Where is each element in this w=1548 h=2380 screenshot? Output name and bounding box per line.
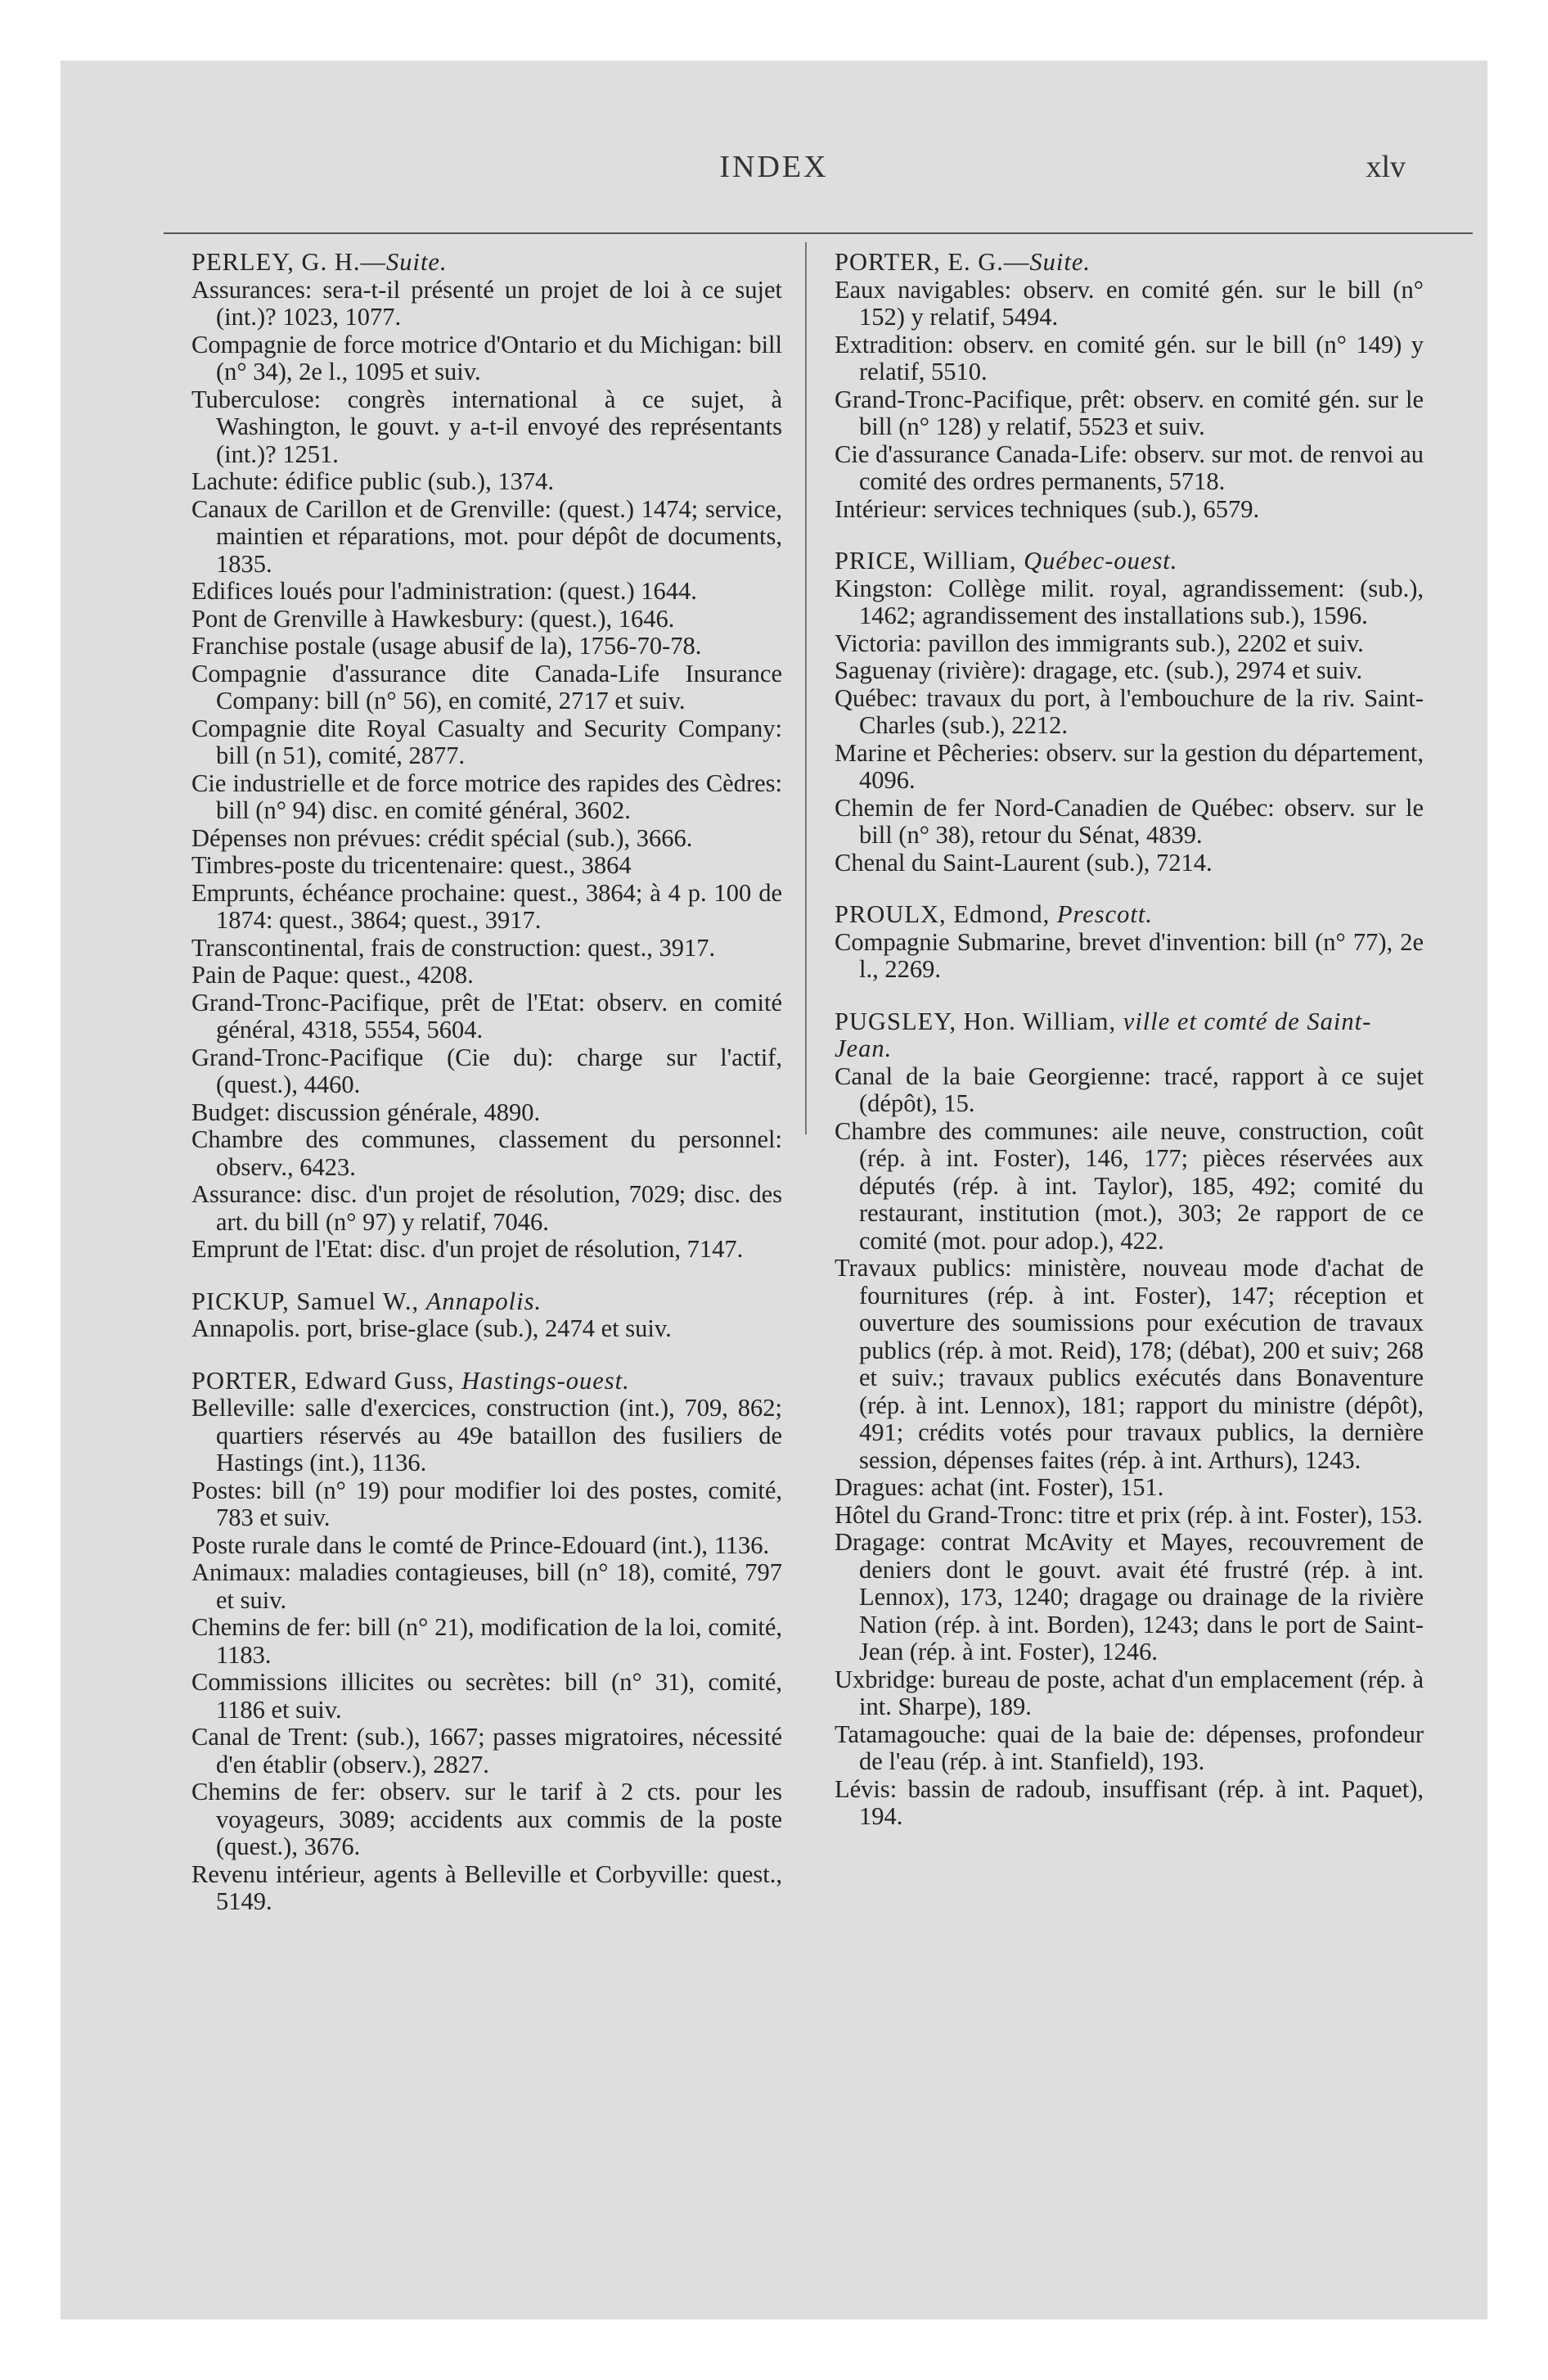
index-subentry: Intérieur: services techniques (sub.), 6579. (835, 494, 1260, 523)
member-name: PICKUP, Samuel W., (191, 1287, 426, 1315)
index-subentry: Animaux: maladies contagieuses, bill (n° 18), comité, 797 et suiv. (191, 1558, 782, 1614)
index-subentry: Eaux navigables: observ. en comité gén. sur le bill (n° 152) y relatif, 5494. (835, 275, 1424, 331)
index-subentry: Saguenay (rivière): dragage, etc. (sub.), 2974 et suiv. (835, 656, 1363, 684)
member-name: PRICE, William, (835, 547, 1024, 575)
index-subentry: Compagnie dite Royal Casualty and Security Company: bill (n 51), comité, 2877. (191, 714, 782, 769)
index-subentry: Cie d'assurance Canada-Life: observ. sur mot. de renvoi au comité des ordres permanents, 5718. (835, 439, 1424, 495)
index-subentry: Postes: bill (n° 19) pour modifier loi des postes, comité, 783 et suiv. (191, 1476, 782, 1531)
column-divider (805, 242, 807, 1134)
index-subentry: Chemin de fer Nord-Canadien de Québec: observ. sur le bill (n° 38), retour du Sénat, 4839. (835, 793, 1424, 849)
index-subentry: Compagnie d'assurance dite Canada-Life Insurance Company: bill (n° 56), en comité, 2717 et suiv. (191, 659, 782, 714)
member-riding: Suite. (385, 248, 448, 276)
index-entry (835, 901, 1424, 984)
index-subentry: Marine et Pêcheries: observ. sur la gestion du département, 4096. (835, 738, 1424, 794)
entry-heading (835, 548, 1424, 575)
page-header (61, 149, 1487, 198)
index-subentry: Cie industrielle et de force motrice des rapides des Cèdres: bill (n° 94) disc. en comité général, 3602. (191, 769, 782, 824)
member-riding: Québec-ouest. (1024, 547, 1178, 575)
header-rule (164, 232, 1473, 234)
member-riding: Annapolis. (425, 1287, 542, 1315)
index-entry (835, 548, 1424, 877)
index-subentry: Franchise postale (usage abusif de la), 1756-70-78. (191, 632, 702, 660)
member-name: PROULX, Edmond, (835, 900, 1057, 928)
index-subentry: Pont de Grenville à Hawkesbury: (quest.), 1646. (191, 604, 675, 633)
member-riding: Prescott. (1056, 900, 1154, 928)
index-entry (191, 1368, 782, 1916)
member-riding: Suite. (1029, 248, 1091, 276)
index-subentry: Assurances: sera-t-il présenté un projet de loi à ce sujet (int.)? 1023, 1077. (191, 275, 782, 331)
index-subentry: Chambre des communes: aile neuve, construction, coût (rép. à int. Foster), 146, 177; pièces réservées aux députés (rép. à int. Taylor), 185, 492; comité du restaurant, institution (mot.), 303; 2e rapport de ce comité (mot. pour adop.), 422. (835, 1116, 1424, 1255)
member-riding: Hastings-ouest. (461, 1366, 630, 1395)
index-subentry: Québec: travaux du port, à l'embouchure de la riv. Saint-Charles (sub.), 2212. (835, 683, 1424, 739)
index-subentry: Kingston: Collège milit. royal, agrandissement: (sub.), 1462; agrandissement des installations sub.), 1596. (835, 574, 1424, 629)
index-subentry: Canal de la baie Georgienne: tracé, rapport à ce sujet (dépôt), 15. (835, 1062, 1424, 1117)
index-subentry: Tatamagouche: quai de la baie de: dépenses, profondeur de l'eau (rép. à int. Stanfield), 193. (835, 1720, 1424, 1775)
index-subentry: Travaux publics: ministère, nouveau mode d'achat de fournitures (rép. à int. Foster), 147; réception et ouverture des soumissions pour exécution de travaux publics (rép. à mot. Reid), 178; (débat), 200 et suiv; 268 et suiv.; travaux publics exécutés dans Bonaventure (rép. à int. Lennox), 181; rapport du ministre (dépôt), 491; crédits votés pour travaux publics, la dernière session, dépenses faites (rép. à int. Arthurs), 1243. (835, 1254, 1424, 1474)
index-subentry: Compagnie de force motrice d'Ontario et du Michigan: bill (n° 34), 2e l., 1095 et suiv. (191, 330, 782, 385)
member-name: PUGSLEY, Hon. William, (835, 1007, 1123, 1035)
index-subentry: Dragage: contrat McAvity et Mayes, recouvrement de deniers dont le gouvt. avait été frustré (rép. à int. Lennox), 173, 1240; dragage ou drainage de la rivière Nation (rép. à int. Borden), 1243; dans le port de Saint-Jean (rép. à int. Foster), 1246. (835, 1528, 1424, 1666)
index-subentry: Chemins de fer: bill (n° 21), modification de la loi, comité, 1183. (191, 1613, 782, 1669)
index-subentry: Assurance: disc. d'un projet de résolution, 7029; disc. des art. du bill (n° 97) y relatif, 7046. (191, 1180, 782, 1236)
index-subentry: Canal de Trent: (sub.), 1667; passes migratoires, nécessité d'en établir (observ.), 2827. (191, 1723, 782, 1778)
index-subentry: Victoria: pavillon des immigrants sub.), 2202 et suiv. (835, 629, 1364, 657)
index-subentry: Canaux de Carillon et de Grenville: (quest.) 1474; service, maintien et réparations, mot. pour dépôt de documents, 1835. (191, 494, 782, 578)
entry-heading (191, 1288, 782, 1316)
member-riding: ville et comté de Saint-Jean. (835, 1007, 1372, 1062)
index-subentry: Compagnie Submarine, brevet d'invention: bill (n° 77), 2e l., 2269. (835, 927, 1424, 983)
entry-heading (191, 1368, 782, 1395)
index-subentry: Extradition: observ. en comité gén. sur le bill (n° 149) y relatif, 5510. (835, 330, 1424, 385)
index-subentry: Uxbridge: bureau de poste, achat d'un emplacement (rép. à int. Sharpe), 189. (835, 1665, 1424, 1720)
index-subentry: Grand-Tronc-Pacifique (Cie du): charge sur l'actif, (quest.), 4460. (191, 1043, 782, 1098)
index-subentry: Edifices loués pour l'administration: (quest.) 1644. (191, 577, 697, 605)
entry-heading (191, 249, 782, 277)
index-subentry: Timbres-poste du tricentenaire: quest., 3864 (191, 851, 632, 879)
index-subentry: Dépenses non prévues: crédit spécial (sub.), 3666. (191, 823, 693, 852)
index-subentry: Emprunt de l'Etat: disc. d'un projet de résolution, 7147. (191, 1235, 744, 1263)
index-entry (835, 1008, 1424, 1831)
index-subentry: Lévis: bassin de radoub, insuffisant (rép. à int. Paquet), 194. (835, 1774, 1424, 1830)
index-subentry: Chambre des communes, classement du personnel: observ., 6423. (191, 1125, 782, 1181)
index-subentry: Chemins de fer: observ. sur le tarif à 2 cts. pour les voyageurs, 3089; accidents aux commis de la poste (quest.), 3676. (191, 1778, 782, 1860)
entry-heading (835, 249, 1424, 277)
left-column (191, 249, 782, 1941)
page-scan (61, 61, 1487, 2319)
index-subentry: Belleville: salle d'exercices, construction (int.), 709, 862; quartiers réservés au 49e bataillon des fusiliers de Hastings (int.), 1136. (191, 1394, 782, 1476)
index-subentry: Annapolis. port, brise-glace (sub.), 2474 et suiv. (191, 1314, 672, 1342)
index-entry (191, 249, 782, 1264)
page-number: xlv (1366, 150, 1406, 184)
index-subentry: Dragues: achat (int. Foster), 151. (835, 1473, 1164, 1501)
member-name: PORTER, Edward Guss, (191, 1366, 462, 1395)
index-entry (835, 249, 1424, 523)
member-name: PERLEY, G. H.— (191, 248, 386, 276)
entry-heading (835, 1008, 1424, 1063)
index-subentry: Grand-Tronc-Pacifique, prêt: observ. en comité gén. sur le bill (n° 128) y relatif, 5523 et suiv. (835, 385, 1424, 440)
index-subentry: Emprunts, échéance prochaine: quest., 3864; à 4 p. 100 de 1874: quest., 3864; quest., 3917. (191, 878, 782, 934)
index-subentry: Hôtel du Grand-Tronc: titre et prix (rép. à int. Foster), 153. (835, 1500, 1423, 1529)
index-subentry: Grand-Tronc-Pacifique, prêt de l'Etat: observ. en comité général, 4318, 5554, 5604. (191, 988, 782, 1044)
index-entry (191, 1288, 782, 1343)
entry-heading (835, 901, 1424, 929)
index-subentry: Budget: discussion générale, 4890. (191, 1098, 541, 1126)
index-subentry: Lachute: édifice public (sub.), 1374. (191, 467, 554, 495)
index-subentry: Chenal du Saint-Laurent (sub.), 7214. (835, 848, 1213, 877)
index-subentry: Revenu intérieur, agents à Belleville et Corbyville: quest., 5149. (191, 1859, 782, 1915)
index-subentry: Tuberculose: congrès international à ce sujet, à Washington, le gouvt. y a-t-il envoyé des représentants (int.)? 1251. (191, 385, 782, 468)
right-column (835, 249, 1424, 1855)
index-subentry: Commissions illicites ou secrètes: bill (n° 31), comité, 1186 et suiv. (191, 1668, 782, 1724)
index-subentry: Pain de Paque: quest., 4208. (191, 961, 474, 989)
index-subentry: Poste rurale dans le comté de Prince-Edouard (int.), 1136. (191, 1530, 770, 1559)
running-head: INDEX (719, 150, 829, 184)
member-name: PORTER, E. G.— (835, 248, 1030, 276)
index-subentry: Transcontinental, frais de construction: quest., 3917. (191, 933, 716, 962)
